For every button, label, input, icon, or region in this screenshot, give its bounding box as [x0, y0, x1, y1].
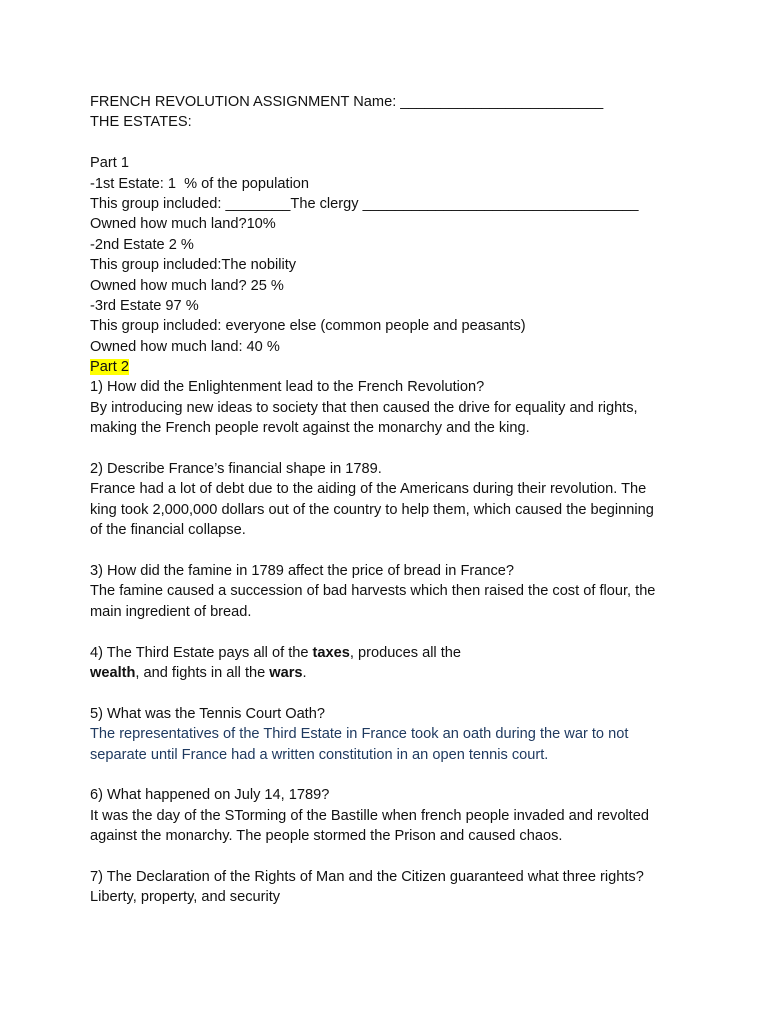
estate-line: Owned how much land: 40 % — [90, 338, 280, 355]
answer-6-line: It was the day of the STorming of the Bastille when french people invaded and revolted — [90, 807, 649, 824]
part2-heading-row — [90, 357, 690, 377]
question-1: 1) How did the Enlightenment lead to the French Revolution? — [90, 379, 485, 396]
question-2: 2) Describe France’s financial shape in 1789. — [90, 461, 382, 478]
answer-1-line: making the French people revolt against the monarchy and the king. — [90, 420, 530, 437]
estate-line: Owned how much land?10% — [90, 216, 276, 233]
question-7: 7) The Declaration of the Rights of Man and the Citizen guaranteed what three rights? — [90, 868, 644, 885]
answer-5-line: separate until France had a written constitution in an open tennis court. — [90, 746, 549, 763]
answer-2-line: France had a lot of debt due to the aiding of the Americans during their revolution. The — [90, 481, 647, 498]
question-5: 5) What was the Tennis Court Oath? — [90, 705, 325, 722]
spacer — [90, 622, 690, 642]
q4-bold-wealth: wealth — [90, 664, 136, 681]
spacer — [90, 846, 690, 866]
estate-line: This group included: everyone else (common people and peasants) — [90, 318, 526, 335]
estate-line: This group included:The nobility — [90, 257, 297, 274]
part1-heading: Part 1 — [90, 155, 129, 172]
estate-line: -3rd Estate 97 % — [90, 297, 199, 314]
q4-text: , produces all the — [349, 644, 462, 661]
question-3: 3) How did the famine in 1789 affect the price of bread in France? — [90, 562, 515, 579]
question-4-line1 — [90, 643, 690, 663]
section-title: THE ESTATES: — [90, 114, 192, 131]
q4-bold-wars: wars — [269, 664, 303, 681]
answer-2-line: of the financial collapse. — [90, 522, 246, 539]
estate-line: Owned how much land? 25 % — [90, 277, 284, 294]
part2-heading: Part 2 — [90, 359, 129, 376]
question-6: 6) What happened on July 14, 1789? — [90, 787, 330, 804]
answer-5-line: The representatives of the Third Estate in France took an oath during the war to not — [90, 726, 629, 743]
spacer — [90, 133, 690, 153]
assignment-title-line: FRENCH REVOLUTION ASSIGNMENT Name: _________________________ — [90, 94, 604, 110]
spacer — [90, 439, 690, 459]
answer-3-line: main ingredient of bread. — [90, 603, 252, 620]
estate-line: -1st Estate: 1 % of the population — [90, 175, 310, 192]
answer-7-line: Liberty, property, and security — [90, 889, 281, 906]
q4-text: 4) The Third Estate pays all of the — [90, 644, 313, 661]
spacer — [90, 683, 690, 703]
answer-1-line: By introducing new ideas to society that then caused the drive for equality and rights, — [90, 399, 638, 416]
spacer — [90, 765, 690, 785]
estate-line: -2nd Estate 2 % — [90, 236, 194, 253]
answer-3-line: The famine caused a succession of bad harvests which then raised the cost of flour, the — [90, 583, 656, 600]
estate-line: This group included: ________The clergy __________________________________ — [90, 195, 639, 212]
document-page — [90, 92, 690, 908]
q4-text: , and fights in all the — [135, 664, 270, 681]
answer-6-line: against the monarchy. The people stormed the Prison and caused chaos. — [90, 828, 563, 845]
question-4-line2 — [90, 663, 690, 683]
answer-2-line: king took 2,000,000 dollars out of the country to help them, which caused the beginning — [90, 501, 654, 518]
q4-text: . — [302, 664, 307, 681]
spacer — [90, 541, 690, 561]
q4-bold-taxes: taxes — [312, 644, 350, 661]
